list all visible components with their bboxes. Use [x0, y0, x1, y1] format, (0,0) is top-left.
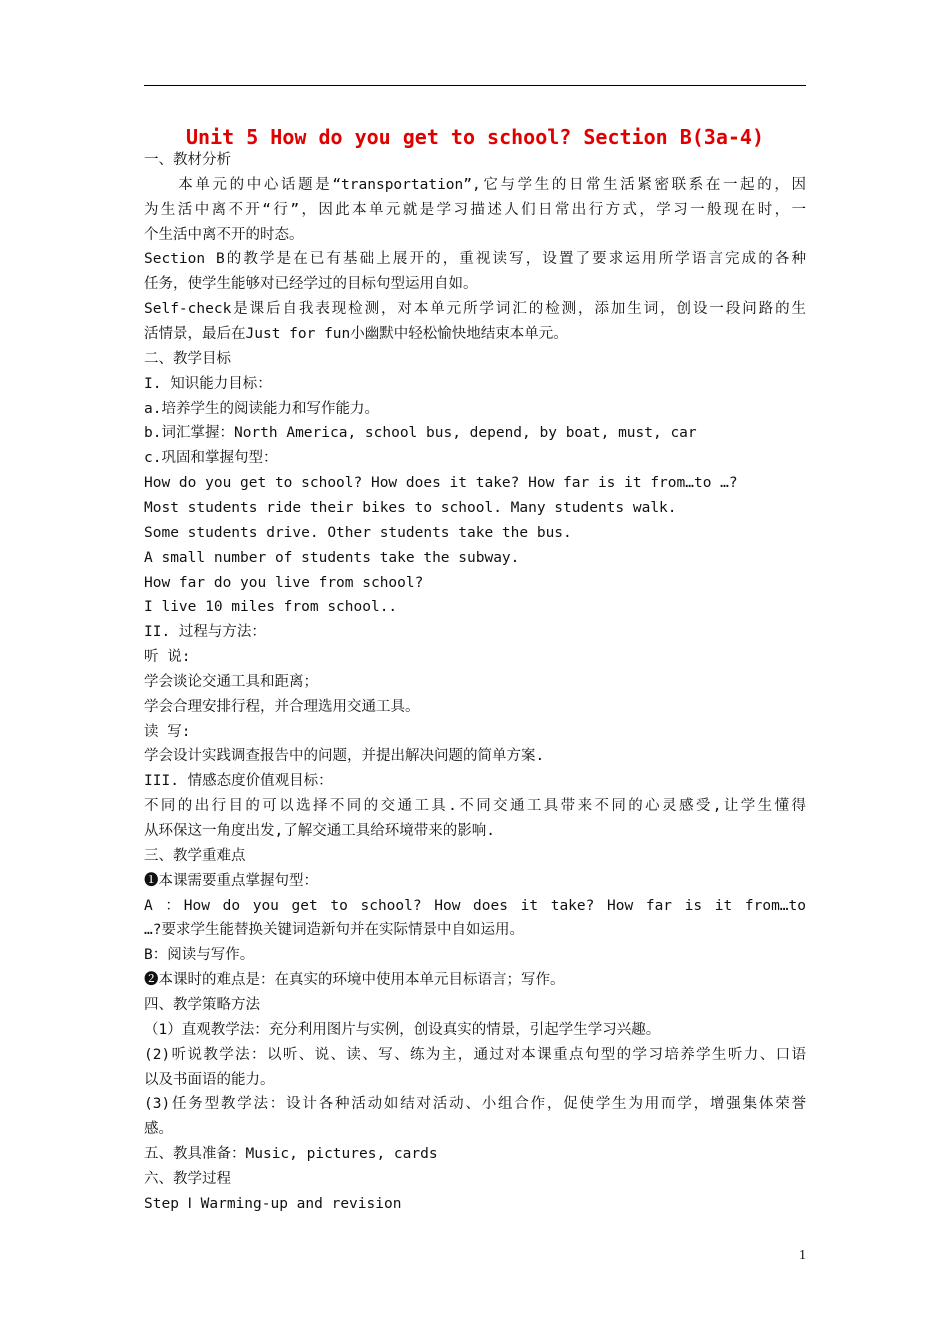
text-line: A small number of students take the subway. — [144, 549, 520, 566]
text-line: 以及书面语的能力。 — [144, 1071, 275, 1088]
header-rule — [144, 85, 806, 86]
text-line: 读 写: — [144, 723, 191, 740]
text-line: ❶本课需要重点掌握句型： — [144, 872, 318, 889]
text-line: 一、教材分析 — [144, 152, 231, 168]
text-line: I. 知识能力目标： — [144, 375, 272, 392]
text-line: 感。 — [144, 1121, 173, 1138]
text-line: How do you get to school? How does it take? How far is it from…to …? — [144, 475, 738, 492]
text-line: Most students ride their bikes to school. Many students walk. — [144, 499, 677, 516]
text-line: 从环保这一角度出发,了解交通工具给环境带来的影响. — [144, 823, 495, 839]
text-line: a.培养学生的阅读能力和写作能力。 — [144, 400, 379, 417]
text-line: 五、教具准备：Music, pictures, cards — [144, 1146, 438, 1162]
text-line: Some students drive. Other students take the bus. — [144, 524, 572, 541]
document-title: Unit 5 How do you get to school? Section B(3a-4) — [186, 125, 764, 149]
text-line: c.巩固和掌握句型： — [144, 450, 278, 467]
text-line: 不同的出行目的可以选择不同的交通工具.不同交通工具带来不同的心灵感受,让学生懂得 — [144, 798, 806, 815]
text-line: B：阅读与写作。 — [144, 947, 255, 964]
text-line: b.词汇掌握：North America, school bus, depend, by boat, must, car — [144, 425, 697, 442]
text-line: II. 过程与方法： — [144, 624, 266, 641]
text-line: (2)听说教学法：以听、说、读、写、练为主，通过对本课重点句型的学习培养学生听力、口语 — [144, 1046, 806, 1063]
text-line: 本单元的中心话题是“transportation”,它与学生的日常生活紧密联系在一起的，因 — [144, 176, 806, 193]
text-line: 个生活中离不开的时态。 — [144, 226, 304, 243]
text-line: …?要求学生能替换关键词造新句并在实际情景中自如运用。 — [144, 922, 524, 939]
text-line: How far do you live from school? — [144, 574, 424, 591]
text-line: Step Ⅰ Warming-up and revision — [144, 1195, 402, 1212]
text-line: Section B的教学是在已有基础上展开的，重视读写，设置了要求运用所学语言完成的各种 — [144, 251, 806, 268]
text-line: III. 情感态度价值观目标： — [144, 773, 333, 790]
text-line: （1）直观教学法：充分利用图片与实例，创设真实的情景，引起学生学习兴趣。 — [144, 1021, 661, 1038]
text-line: 学会合理安排行程，并合理选用交通工具。 — [144, 698, 420, 715]
text-line: ❷本课时的难点是：在真实的环境中使用本单元目标语言；写作。 — [144, 972, 565, 989]
text-line: 学会谈论交通工具和距离； — [144, 673, 318, 690]
text-line: 学会设计实践调查报告中的问题，并提出解决问题的简单方案. — [144, 748, 545, 765]
text-line: 听 说: — [144, 649, 191, 665]
text-line: A ：How do you get to school? How does it take? How far is it from…to — [144, 897, 806, 914]
text-line: (3)任务型教学法：设计各种活动如结对活动、小组合作，促使学生为用而学，增强集体荣誉 — [144, 1096, 806, 1113]
text-line: 六、教学过程 — [144, 1170, 231, 1187]
page-number: 1 — [799, 1248, 806, 1263]
text-line: 任务，使学生能够对已经学过的目标句型运用自如。 — [144, 276, 478, 293]
text-line: Self-check是课后自我表现检测，对本单元所学词汇的检测，添加生词，创设一段问路的生 — [144, 301, 806, 318]
text-line: 为生活中离不开“行”，因此本单元就是学习描述人们日常出行方式，学习一般现在时，一 — [144, 201, 806, 218]
text-line: 活情景，最后在Just for fun小幽默中轻松愉快地结束本单元。 — [144, 326, 568, 342]
text-line: I live 10 miles from school.. — [144, 599, 398, 616]
text-line: 二、教学目标 — [144, 350, 231, 367]
text-line: 三、教学重难点 — [144, 847, 246, 864]
text-line: 四、教学策略方法 — [144, 996, 260, 1013]
